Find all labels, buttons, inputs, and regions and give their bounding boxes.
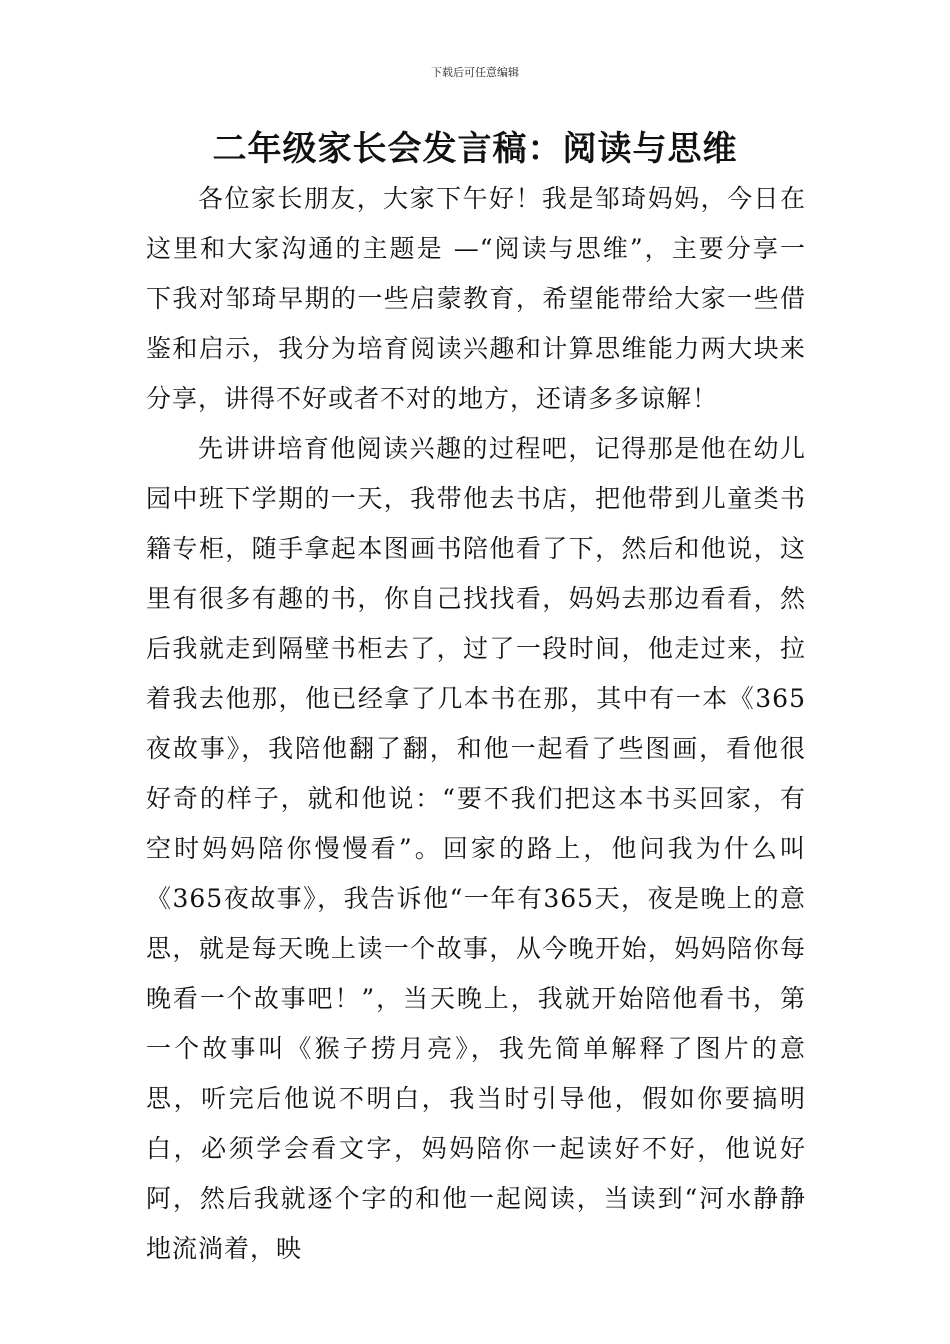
paragraph-intro: 各位家长朋友，大家下午好！我是邹琦妈妈，今日在这里和大家沟通的主题是 —“阅读与思维”，主要分享一下我对邹琦早期的一些启蒙教育，希望能带给大家一些借鉴和启示，我分为培育阅读兴趣和计算思维能力两大块来分享，讲得不好或者不对的地方，还请多多谅解！: [146, 184, 806, 413]
header-note: 下载后可任意编辑: [431, 66, 519, 79]
document-body: [146, 174, 806, 1274]
document-title: 二年级家长会发言稿：阅读与思维: [212, 129, 738, 169]
paragraph-reading-interest: 先讲讲培育他阅读兴趣的过程吧，记得那是他在幼儿园中班下学期的一天，我带他去书店，把他带到儿童类书籍专柜，随手拿起本图画书陪他看了下，然后和他说，这里有很多有趣的书，你自己找找看，妈妈去那边看看，然后我就走到隔壁书柜去了，过了一段时间，他走过来，拉着我去他那，他已经拿了几本书在那，其中有一本《365夜故事》，我陪他翻了翻，和他一起看了些图画，看他很好奇的样子，就和他说：“要不我们把这本书买回家，有空时妈妈陪你慢慢看”。回家的路上，他问我为什么叫《365夜故事》，我告诉他“一年有365天，夜是晚上的意思，就是每天晚上读一个故事，从今晚开始，妈妈陪你每晚看一个故事吧！”，当天晚上，我就开始陪他看书，第一个故事叫《猴子捞月亮》，我先简单解释了图片的意思，听完后他说不明白，我当时引导他，假如你要搞明白，必须学会看文字，妈妈陪你一起读好不好，他说好阿，然后我就逐个字的和他一起阅读，当读到“河水静静地流淌着，映: [146, 434, 806, 1263]
